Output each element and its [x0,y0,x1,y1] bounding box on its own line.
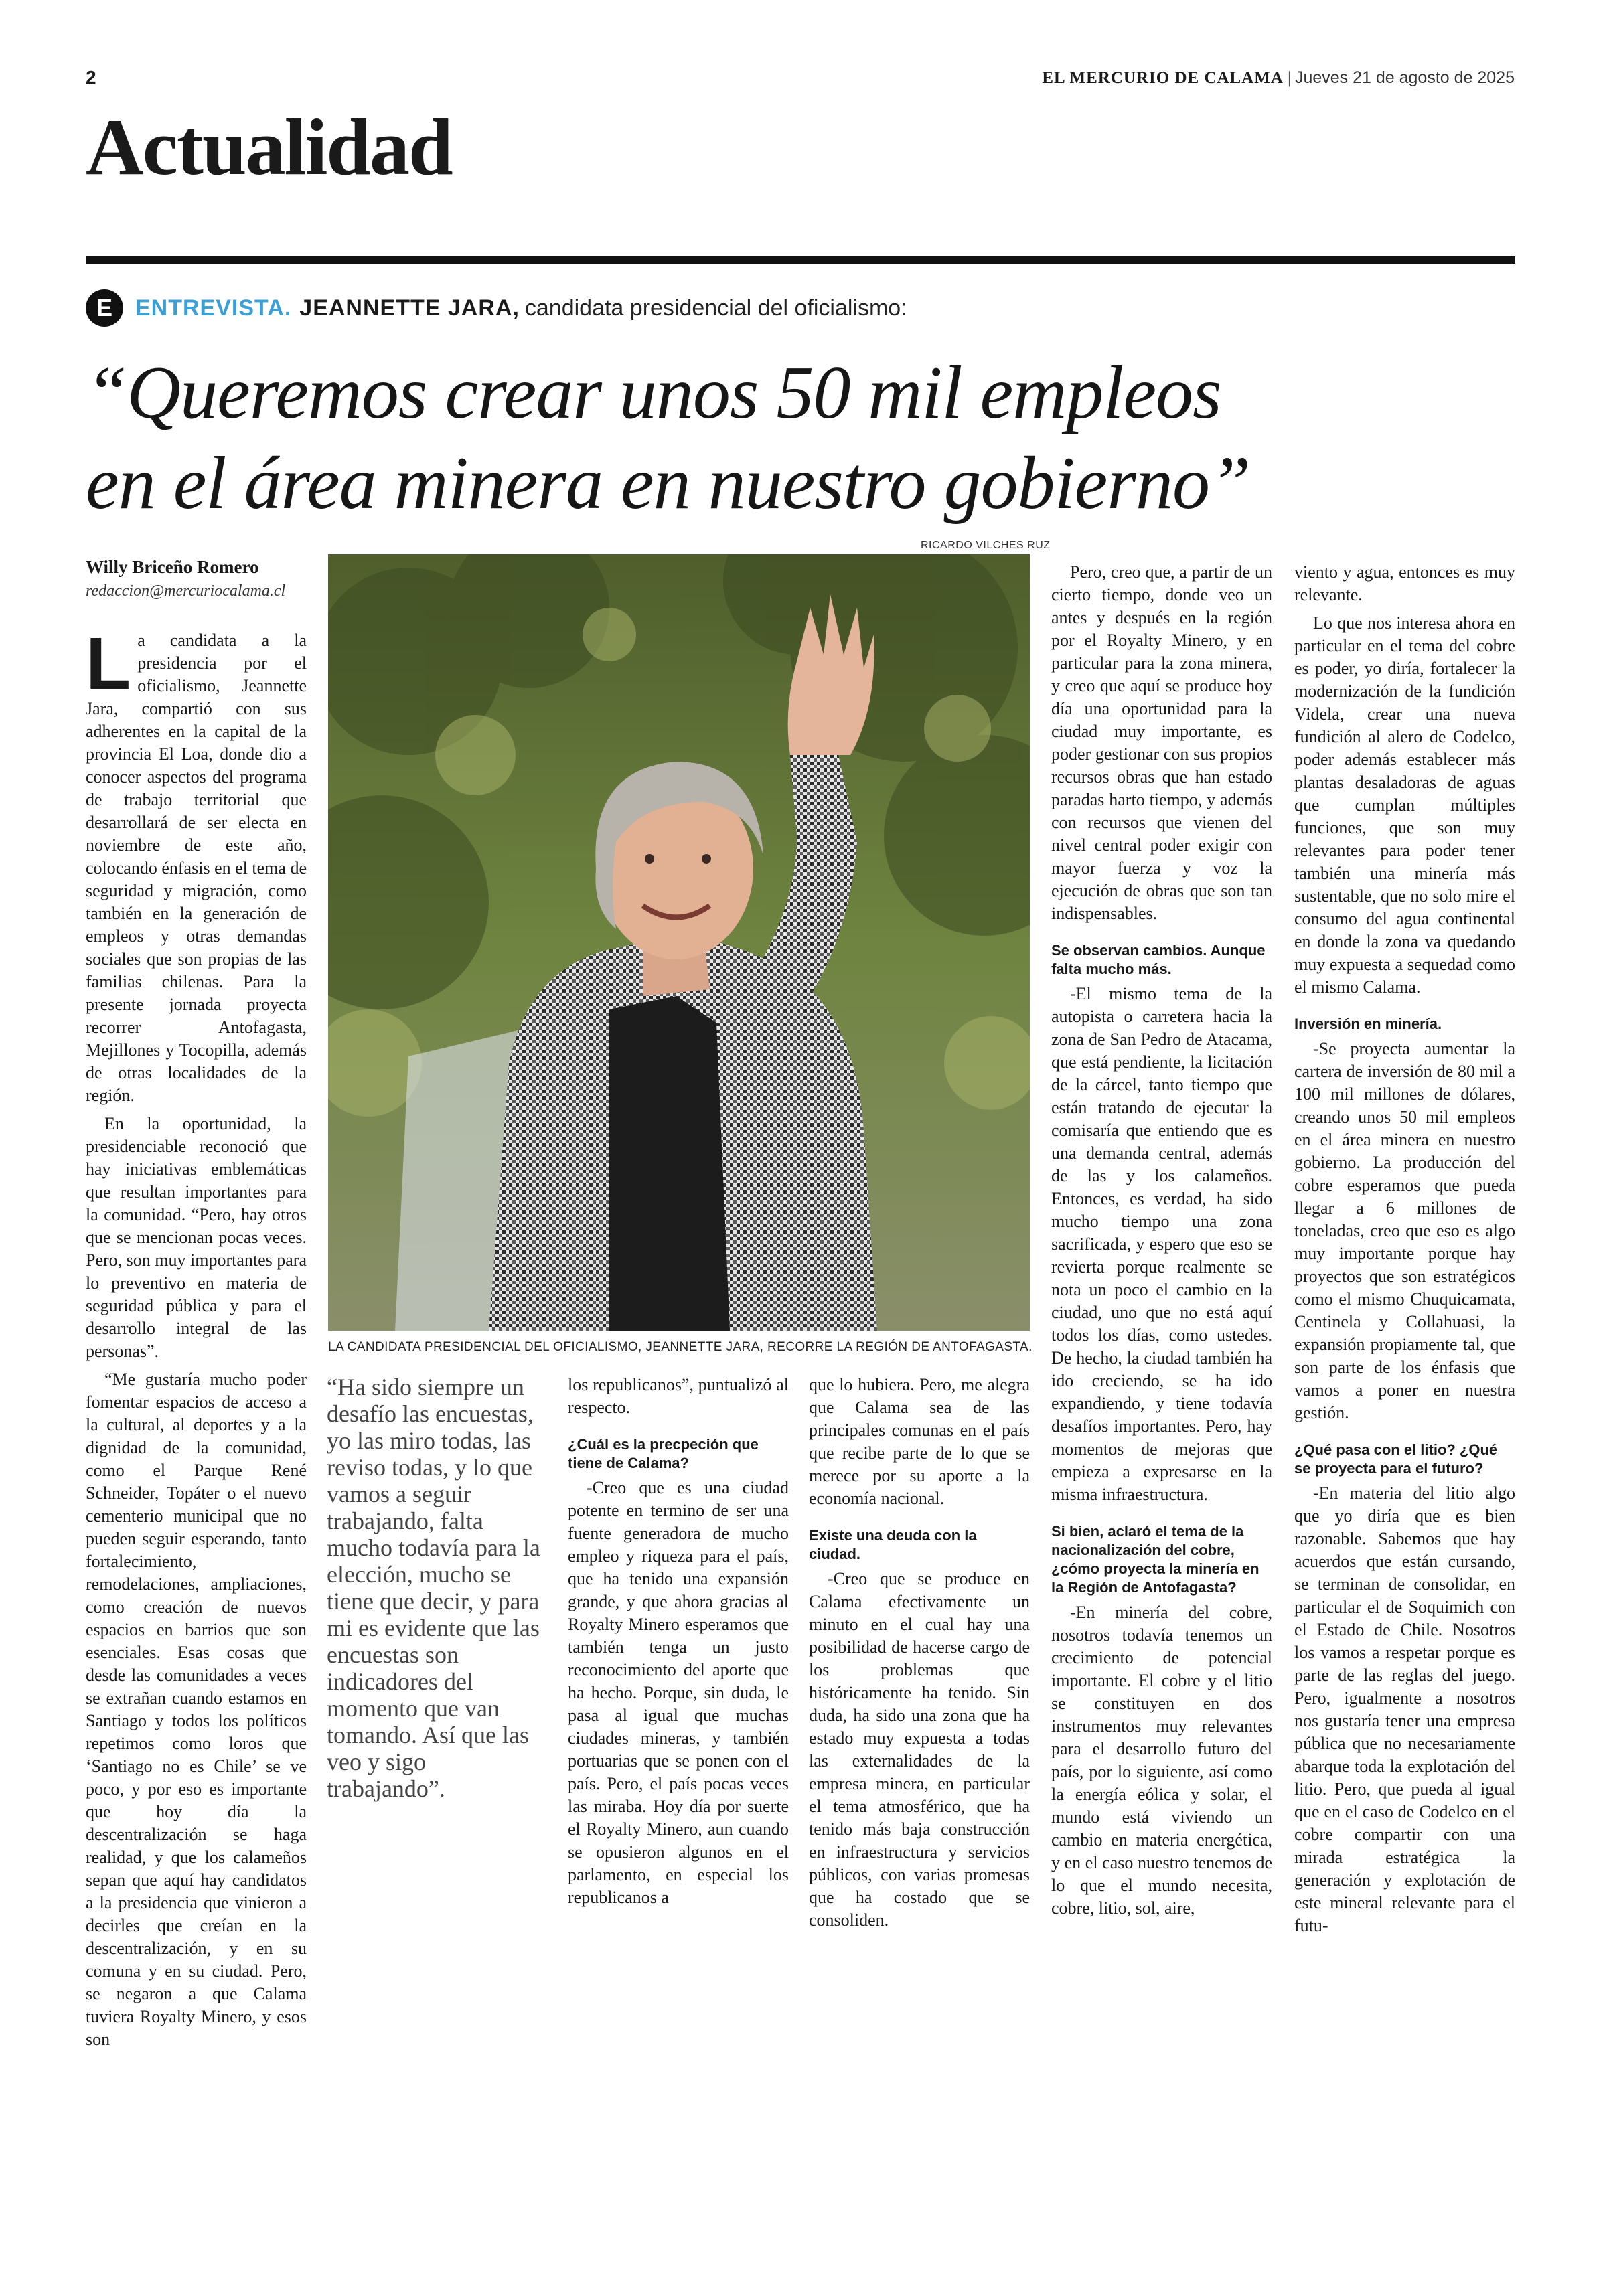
drop-cap: L [86,623,131,705]
publication-date: Jueves 21 de agosto de 2025 [1294,68,1515,87]
paragraph: En la oportunidad, la presidenciable reconoció que hay iniciativas emblemáticas que resultan importantes para la comunidad. “Pero, hay otros que se mencionan pocas veces. Pero, son muy importantes para lo preventivo en materia de seguridad pública y para el desarrollo integral de las personas”. [86,1114,307,1361]
paragraph: “Me gustaría mucho poder fomentar espacios de acceso a la cultural, al deportes y a la dignidad de la comunidad, como el Parque René Schneider, Topáter o el nuevo cementerio municipal que no pueden seguir esperando, tanto fortalecimiento, remodelaciones, ampliaciones, como creación de nuevos espacios en barrios que son esenciales. Esas cosas que desde las comunidades a veces se extrañan cuando estamos en Santiago y todos los políticos repetimos como loros que ‘Santiago no es Chile’ se ve poco, y por eso es importante que hoy día la descentralización se haga realidad, y que los calameños sepan que aquí hay candidatos a la presidencia que vinieron a decirles que creían en la descentralización, y en su comuna y en su ciudad. Pero, se negaron a que Calama tuviera Royalty Minero, y esos son [86,1370,307,2049]
paragraph: -El mismo tema de la autopista o carretera hacia la zona de San Pedro de Atacama, que está pendiente, la licitación de la cárcel, tanto tiempo que están tratando de ejecutar la comisaría que entiendo que es una demanda central, además de las y los calameños. Entonces, es verdad, ha sido mucho tiempo una zona sacrificada, y espero que eso se revierta porque realmente se nota un poco el cambio en la ciudad, uno que no está aquí todos los días, como ustedes. De hecho, la ciudad también ha ido creciendo, se ha ido expandiendo, y tiene todavía desafíos importantes. Pero, hay momentos de mejoras que empieza a expresarse en la misma infraestructura. [1051,984,1272,1504]
headline [86,348,1519,529]
photo-caption: LA CANDIDATA PRESIDENCIAL DEL OFICIALISMO, JEANNETTE JARA, RECORRE LA REGIÓN DE ANTOFAGASTA. [328,1340,1032,1354]
byline-author: Willy Briceño Romero [86,557,259,577]
section-title: Actualidad [86,102,452,191]
paragraph: -Se proyecta aumentar la cartera de inversión de 80 mil a 100 mil millones de dólares, creando unos 50 mil empleos en el área minera en nuestro gobierno. La producción del cobre esperamos que pueda llegar a 6 millones de toneladas, creo que eso es algo muy importante porque hay proyectos que son estratégicos como el mismo Chuquicamata, Centinela y Collahuasi, la expansión propiamente tal, que son parte de los énfasis que vamos a poner en nuestra gestión. [1294,1039,1515,1422]
kicker-label: ENTREVISTA. [135,295,292,321]
photo-credit: RICARDO VILCHES RUZ [921,540,1051,551]
byline-email: redaccion@mercuriocalama.cl [86,582,286,600]
publication-name: EL MERCURIO DE CALAMA [1042,69,1284,87]
column-5 [1294,561,1515,1935]
pull-quote: “Ha sido siempre un desafío las encuestas, yo las miro todas, las reviso todas, y lo que vamos a seguir trabajando, falta mucho todavía para la elección, mucho se tiene que decir, y para mi es evidente que las encuestas son indicadores del momento que van tomando. Así que las veo y sigo trabajando”. [327,1374,540,1802]
question-heading: Inversión en minería. [1294,1015,1442,1032]
lead-paragraph: La candidata a la presidencia por el oficialismo, Jeannette Jara, compartió con sus adherentes en la capital de la provincia El Loa, donde dio a conocer aspectos del programa de trabajo territorial que desarrollará de ser electa en noviembre de este año, colocando énfasis en el tema de seguridad y migración, como también en la generación de empleos y otras demandas sociales que son propias de las familias chilenas. Para la presente jornada proyecta recorrer Antofagasta, Mejillones y Tocopilla, además de otras localidades de la región. [86,623,307,1105]
article-photo [328,554,1030,1331]
photo-illustration [328,554,1030,1331]
column-4 [1051,561,1272,1916]
paragraph: -Creo que se produce en Calama efectivamente un minuto en el cual hay una posibilidad de hacerse cargo de los problemas que históricamente ha tenido. Sin duda, ha sido una zona que ha estado muy expuesta a todas las externalidades de la empresa minera, en particular el tema atmosférico, que ha tenido más baja construcción en infraestructura y servicios públicos, con varias promesas que ha costado que se consoliden. [809,1569,1030,1930]
kicker-name: JEANNETTE JARA, [299,295,520,321]
column-3 [809,1374,1030,1930]
paragraph: los republicanos”, puntualizó al respecto. [568,1375,789,1417]
paragraph: -En minería del cobre, nosotros todavía tenemos un crecimiento de potencial importante. El cobre y el litio se constituyen en dos instrumentos muy relevantes para el desarrollo futuro del país, por lo siguiente, así como la energía eólica y solar, el mundo está viviendo un cambio en materia energética, y en el caso nuestro tenemos de lo que el mundo necesita, cobre, litio, sol, aire, [1051,1603,1272,1918]
kicker-description: candidata presidencial del oficialismo: [524,295,907,321]
paragraph: -Creo que es una ciudad potente en termino de ser una fuente generadora de mucho empleo y riqueza para el país, que ha tenido una expansión grande, y que ahora gracias al Royalty Minero esperamos que también tenga un justo reconocimiento del aporte que ha hecho. Porque, sin duda, le pasa al igual que muchas ciudades mineras, y también portuarias que se ponen con el país. Pero, el país pocas veces las miraba. Hoy día por suerte el Royalty Minero, aun cuando se opusieron algunos en el parlamento, en especial los republicanos a [568,1478,789,1907]
question-heading: Se observan cambios. Aunque falta mucho más. [1051,942,1266,977]
paragraph: Lo que nos interesa ahora en particular en el tema del cobre es poder, yo diría, fortalecer la modernización de la fundición Videla, crear una nueva fundición al alero de Codelco, poder además establecer más plantas desaladoras de aguas que cumplan múltiples funciones, que son muy relevantes para poder tener también una minería más sustentable, que no solo mire el consumo del agua continental en donde la zona va quedando muy expuesta a sequedad como el mismo Calama. [1294,613,1515,997]
paragraph: viento y agua, entonces es muy relevante. [1294,562,1515,604]
headline-line-1: “Queremos crear unos 50 mil empleos [86,351,1221,434]
paragraph: -En materia del litio algo que yo diría que es bien razonable. Sabemos que hay acuerdos que están cursando, se terminan de consolidar, en particular el de Soquimich con el Estado de Chile. Nosotros los vamos a respetar porque es parte de las reglas del juego. Pero, igualmente a nosotros nos gustaría tener una empresa pública que no necesariamente abarque toda la explotación del litio. Pero, que pueda al igual que en el caso de Codelco en el cobre compartir con una mirada estratégica la generación y explotación de este mineral relevante para el futu- [1294,1483,1515,1935]
question-heading: ¿Qué pasa con el litio? ¿Qué se proyecta para el futuro? [1294,1441,1498,1477]
masthead [1042,68,1515,88]
question-heading: ¿Cuál es la precpeción que tiene de Calama? [568,1436,759,1471]
section-rule [86,256,1515,264]
interview-badge: E [86,289,123,327]
kicker [86,288,907,328]
question-heading: Existe una deuda con la ciudad. [809,1527,977,1562]
column-2 [568,1374,789,1916]
paragraph: que lo hubiera. Pero, me alegra que Calama sea de las principales comunas en el país que recibe parte de lo que se merece por su aporte a la economía nacional. [809,1375,1030,1508]
headline-line-2: en el área minera en nuestro gobierno” [86,442,1251,525]
question-heading: Si bien, aclaró el tema de la nacionalización del cobre, ¿cómo proyecta la minería en la Región de Antofagasta? [1051,1523,1259,1596]
column-1 [86,623,307,2049]
paragraph: Pero, creo que, a partir de un cierto tiempo, donde veo un antes y después en la región por el Royalty Minero, y en particular para la zona minera, y creo que aquí se produce hoy día una oportunidad para la ciudad muy importante, es poder gestionar con sus propios recursos obras que han estado paradas harto tiempo, y además con recursos que vienen del nivel central poder exigir con mayor fuerza y voz la ejecución de obras que son tan indispensables. [1051,562,1272,923]
masthead-separator: | [1287,69,1291,87]
page-number: 2 [86,67,96,88]
